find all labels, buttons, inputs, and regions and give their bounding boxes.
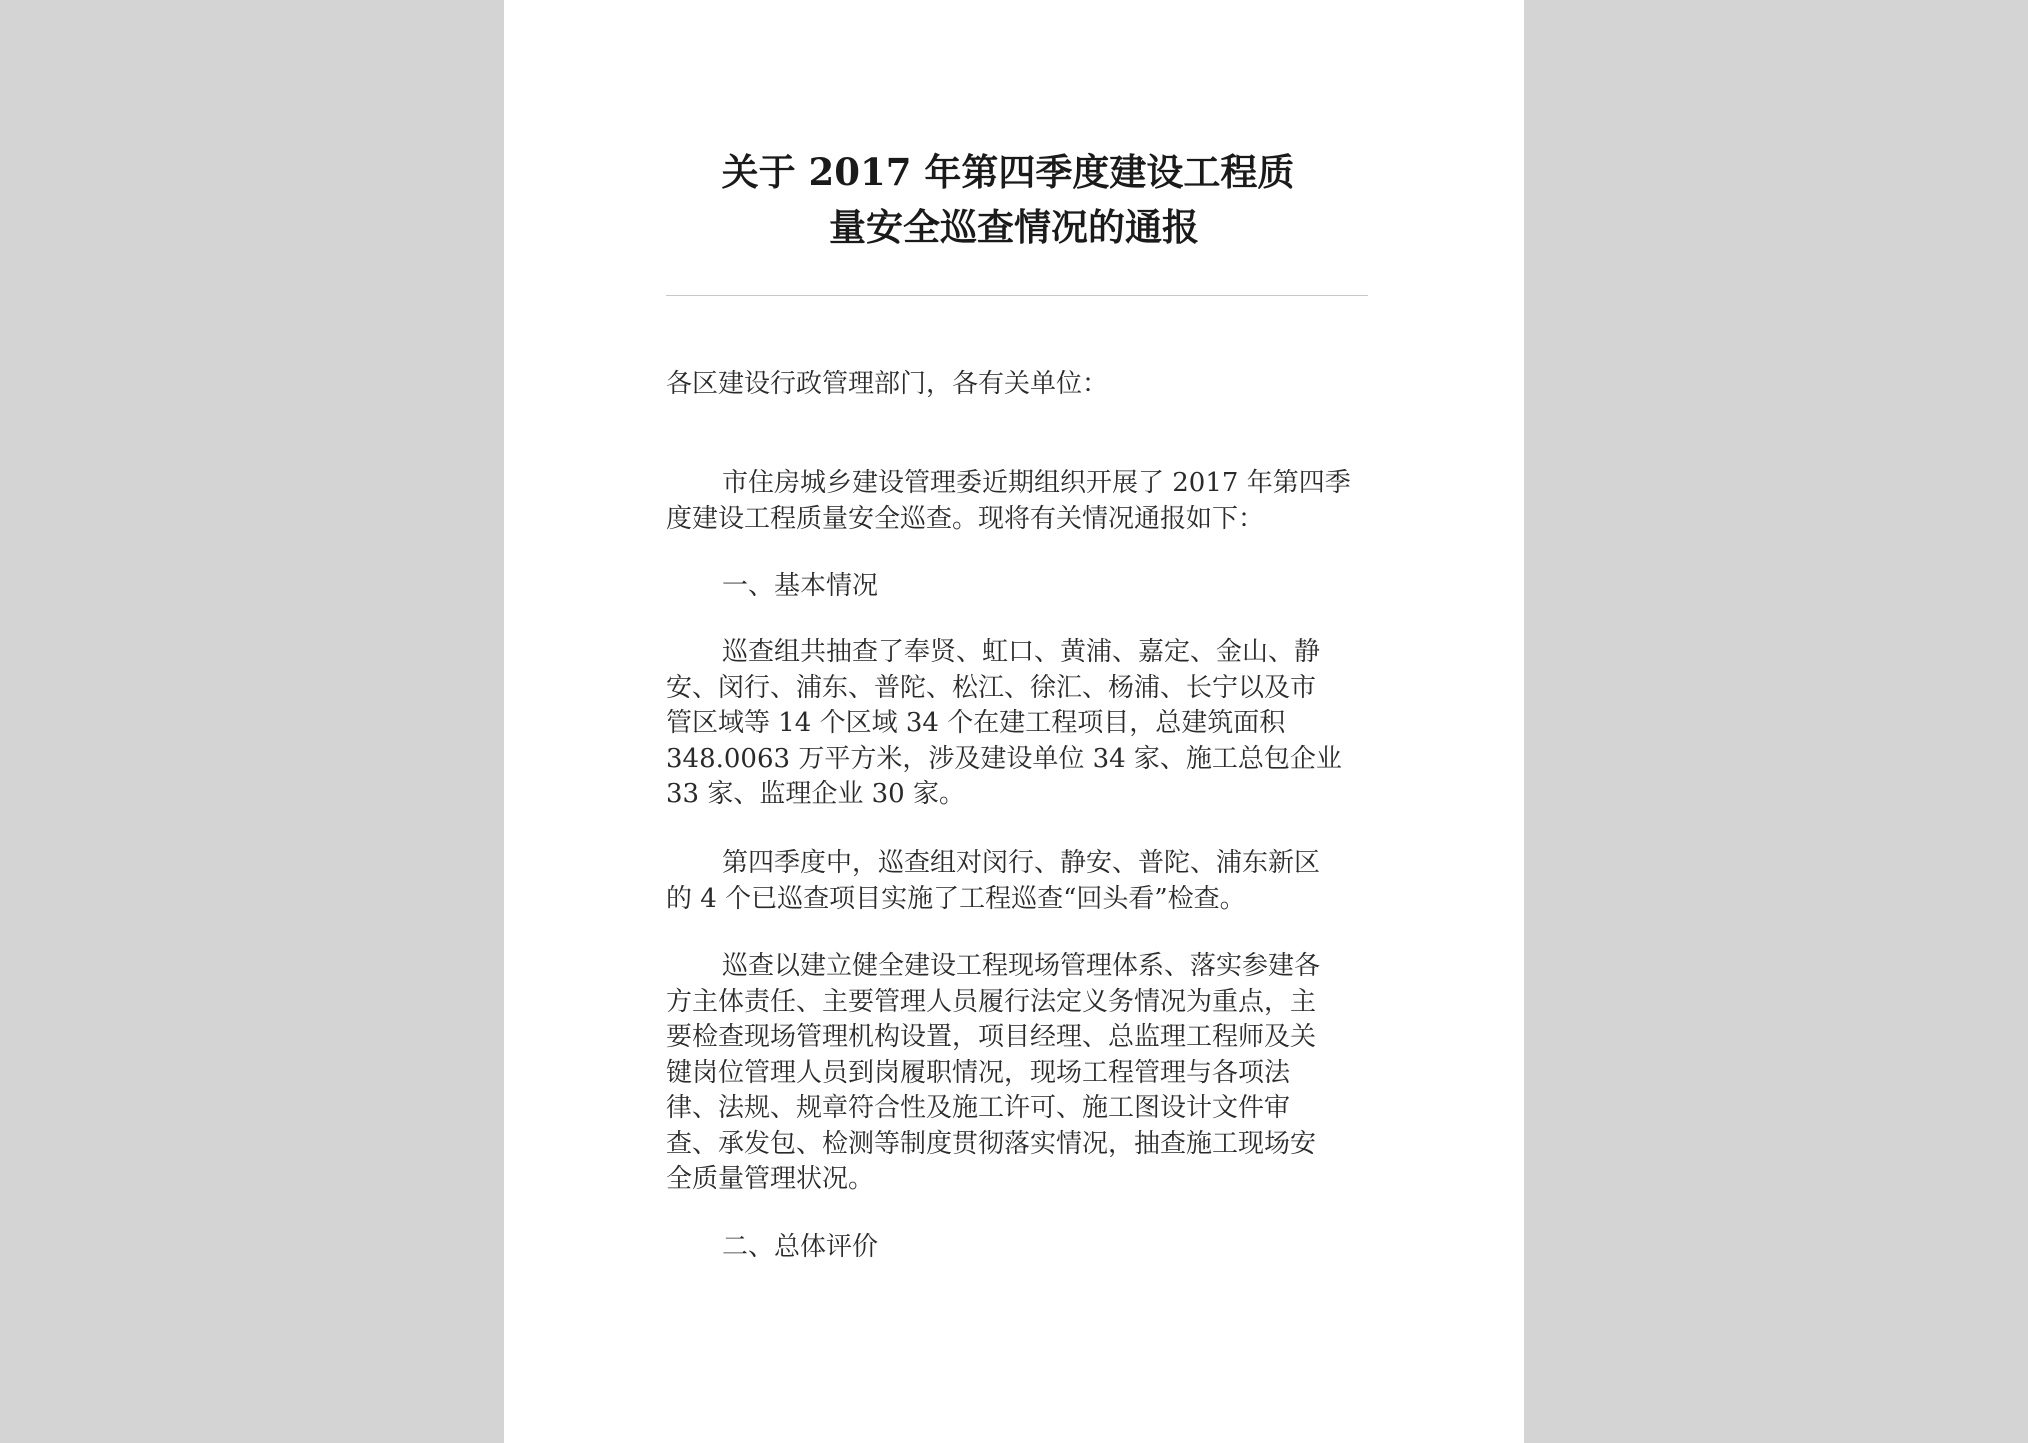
title-divider xyxy=(666,295,1368,296)
section-heading-text: 二、总体评价 xyxy=(722,1232,879,1262)
paragraph-line: 的 4 个已巡查项目实施了工程巡查“回头看”检查。 xyxy=(666,883,1246,914)
salutation xyxy=(666,367,1386,403)
paragraph-line: 度建设工程质量安全巡查。现将有关情况通报如下： xyxy=(666,503,1265,534)
document-title xyxy=(504,145,1524,255)
document-page xyxy=(504,0,1524,1443)
paragraph-line: 巡查组共抽查了奉贤、虹口、黄浦、嘉定、金山、静 xyxy=(722,637,1321,667)
title-line: 关于 2017 年第四季度建设工程质 xyxy=(721,150,1295,194)
paragraph-line: 键岗位管理人员到岗履职情况，现场工程管理与各项法 xyxy=(666,1057,1291,1088)
section-heading-text: 一、基本情况 xyxy=(722,571,879,601)
paragraph-line: 第四季度中，巡查组对闵行、静安、普陀、浦东新区 xyxy=(722,848,1321,878)
title-line: 量安全巡查情况的通报 xyxy=(829,205,1199,249)
paragraph-line: 33 家、监理企业 30 家。 xyxy=(666,779,965,809)
paragraph-line: 全质量管理状况。 xyxy=(666,1164,875,1194)
review-paragraph xyxy=(666,846,1386,917)
paragraph-line: 市住房城乡建设管理委近期组织开展了 2017 年第四季 xyxy=(722,468,1351,498)
paragraph-line: 巡查以建立健全建设工程现场管理体系、落实参建各 xyxy=(722,951,1321,981)
salutation-text: 各区建设行政管理部门，各有关单位： xyxy=(666,369,1109,399)
paragraph-line: 管区域等 14 个区域 34 个在建工程项目，总建筑面积 xyxy=(666,708,1286,738)
paragraph-line: 348.0063 万平方米，涉及建设单位 34 家、施工总包企业 xyxy=(666,743,1342,774)
inspection-focus-paragraph xyxy=(666,949,1386,1198)
basic-situation-paragraph xyxy=(666,635,1386,813)
section-heading-evaluation xyxy=(666,1230,1386,1266)
paragraph-line: 方主体责任、主要管理人员履行法定义务情况为重点，主 xyxy=(666,986,1317,1017)
paragraph-line: 律、法规、规章符合性及施工许可、施工图设计文件审 xyxy=(666,1093,1291,1123)
section-heading-basic xyxy=(666,569,1386,605)
paragraph-line: 安、闵行、浦东、普陀、松江、徐汇、杨浦、长宁以及市 xyxy=(666,672,1317,703)
intro-paragraph xyxy=(666,466,1386,537)
paragraph-line: 要检查现场管理机构设置，项目经理、总监理工程师及关 xyxy=(666,1022,1317,1052)
paragraph-line: 查、承发包、检测等制度贯彻落实情况，抽查施工现场安 xyxy=(666,1128,1317,1159)
